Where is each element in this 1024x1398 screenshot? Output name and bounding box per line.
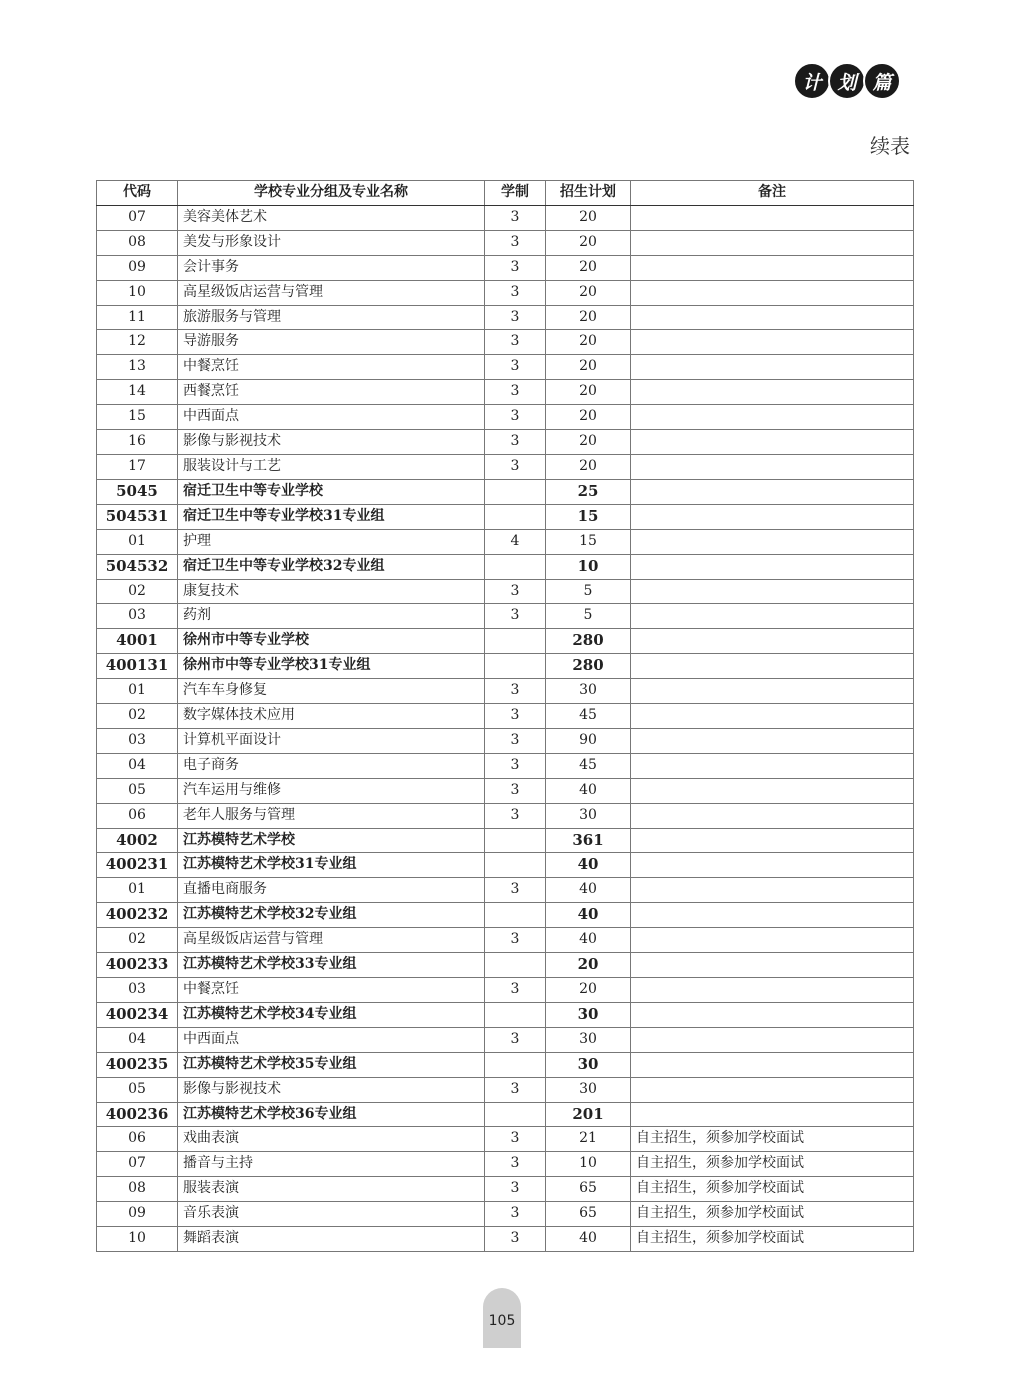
cell-name: 汽车运用与维修 [178,778,485,803]
cell-note [631,828,914,853]
cell-note [631,405,914,430]
cell-plan: 20 [546,355,631,380]
cell-name: 音乐表演 [178,1202,485,1227]
cell-plan: 65 [546,1177,631,1202]
cell-note [631,604,914,629]
cell-code: 14 [97,380,178,405]
cell-code: 06 [97,803,178,828]
cell-years: 3 [485,430,546,455]
cell-plan: 201 [546,1102,631,1127]
table-row [97,728,914,753]
cell-plan: 45 [546,704,631,729]
table-row [97,1227,914,1252]
cell-note [631,654,914,679]
table-row [97,330,914,355]
cell-code: 08 [97,230,178,255]
cell-note [631,479,914,504]
cell-note [631,753,914,778]
cell-name: 数字媒体技术应用 [178,704,485,729]
group-row [97,1052,914,1077]
cell-years [485,554,546,579]
cell-years [485,654,546,679]
cell-code: 08 [97,1177,178,1202]
cell-years: 3 [485,380,546,405]
cell-code: 01 [97,878,178,903]
cell-years: 3 [485,230,546,255]
cell-name: 美发与形象设计 [178,230,485,255]
cell-name: 高星级饭店运营与管理 [178,280,485,305]
table-row [97,529,914,554]
table-body [97,205,914,1251]
cell-code: 15 [97,405,178,430]
cell-name: 服装表演 [178,1177,485,1202]
group-row [97,903,914,928]
group-row [97,479,914,504]
cell-note [631,1002,914,1027]
cell-years: 3 [485,205,546,230]
cell-name: 旅游服务与管理 [178,305,485,330]
cell-note [631,853,914,878]
group-row [97,629,914,654]
cell-years: 3 [485,753,546,778]
cell-code: 03 [97,604,178,629]
cell-years: 3 [485,330,546,355]
cell-plan: 65 [546,1202,631,1227]
cell-note [631,778,914,803]
table-row [97,1127,914,1152]
cell-years: 3 [485,255,546,280]
cell-years: 3 [485,1152,546,1177]
group-row [97,1102,914,1127]
cell-years: 3 [485,679,546,704]
cell-years [485,1052,546,1077]
cell-note [631,728,914,753]
cell-plan: 10 [546,1152,631,1177]
logo-char-2: 划 [828,62,866,100]
cell-plan: 21 [546,1127,631,1152]
cell-name: 影像与影视技术 [178,430,485,455]
table-row [97,430,914,455]
cell-code: 17 [97,454,178,479]
cell-name: 江苏模特艺术学校35专业组 [178,1052,485,1077]
cell-plan: 30 [546,1027,631,1052]
col-header-plan: 招生计划 [546,181,631,206]
cell-note [631,978,914,1003]
cell-name: 戏曲表演 [178,1127,485,1152]
table-header-row [97,181,914,206]
cell-years [485,828,546,853]
cell-note [631,878,914,903]
group-row [97,654,914,679]
cell-note [631,554,914,579]
cell-plan: 30 [546,803,631,828]
cell-years: 3 [485,405,546,430]
cell-years [485,1102,546,1127]
cell-code: 5045 [97,479,178,504]
cell-years: 3 [485,878,546,903]
cell-years: 3 [485,1127,546,1152]
cell-code: 504531 [97,504,178,529]
cell-name: 影像与影视技术 [178,1077,485,1102]
cell-years [485,953,546,978]
cell-plan: 90 [546,728,631,753]
cell-plan: 20 [546,978,631,1003]
cell-years [485,903,546,928]
table-row [97,355,914,380]
cell-years: 4 [485,529,546,554]
cell-plan: 10 [546,554,631,579]
cell-code: 04 [97,753,178,778]
cell-plan: 20 [546,430,631,455]
cell-plan: 20 [546,454,631,479]
cell-note [631,280,914,305]
cell-note [631,529,914,554]
cell-name: 宿迁卫生中等专业学校31专业组 [178,504,485,529]
cell-code: 10 [97,1227,178,1252]
table-row [97,1077,914,1102]
cell-plan: 5 [546,604,631,629]
table-row [97,305,914,330]
table-row [97,604,914,629]
cell-code: 09 [97,1202,178,1227]
cell-code: 09 [97,255,178,280]
cell-years [485,1002,546,1027]
cell-code: 02 [97,579,178,604]
table-row [97,704,914,729]
cell-plan: 280 [546,654,631,679]
cell-note [631,579,914,604]
cell-years: 3 [485,728,546,753]
cell-years: 3 [485,1227,546,1252]
cell-code: 12 [97,330,178,355]
cell-code: 07 [97,205,178,230]
group-row [97,504,914,529]
cell-name: 汽车车身修复 [178,679,485,704]
cell-code: 05 [97,1077,178,1102]
cell-years: 3 [485,355,546,380]
cell-name: 中西面点 [178,1027,485,1052]
table-row [97,255,914,280]
cell-plan: 30 [546,1077,631,1102]
cell-plan: 40 [546,878,631,903]
cell-note [631,330,914,355]
cell-note [631,903,914,928]
cell-note: 自主招生，须参加学校面试 [631,1177,914,1202]
enrollment-plan-table [96,180,914,1252]
cell-note [631,803,914,828]
cell-years: 3 [485,579,546,604]
cell-years: 3 [485,803,546,828]
cell-note [631,679,914,704]
cell-plan: 40 [546,778,631,803]
cell-code: 400232 [97,903,178,928]
table-row [97,1177,914,1202]
logo-char-1: 计 [793,62,831,100]
cell-plan: 20 [546,953,631,978]
cell-code: 400231 [97,853,178,878]
cell-years: 3 [485,1177,546,1202]
section-logo [796,62,901,100]
cell-plan: 20 [546,280,631,305]
cell-note [631,953,914,978]
cell-code: 03 [97,978,178,1003]
cell-name: 西餐烹饪 [178,380,485,405]
col-header-name: 学校专业分组及专业名称 [178,181,485,206]
cell-plan: 20 [546,205,631,230]
cell-name: 导游服务 [178,330,485,355]
cell-name: 高星级饭店运营与管理 [178,928,485,953]
cell-name: 江苏模特艺术学校36专业组 [178,1102,485,1127]
table-row [97,280,914,305]
cell-code: 4001 [97,629,178,654]
cell-note [631,704,914,729]
cell-code: 05 [97,778,178,803]
cell-name: 中餐烹饪 [178,355,485,380]
cell-code: 4002 [97,828,178,853]
table-row [97,405,914,430]
cell-note [631,1102,914,1127]
cell-years: 3 [485,604,546,629]
table-row [97,380,914,405]
cell-plan: 40 [546,903,631,928]
group-row [97,1002,914,1027]
cell-note [631,430,914,455]
cell-note [631,205,914,230]
col-header-note: 备注 [631,181,914,206]
cell-name: 老年人服务与管理 [178,803,485,828]
table-row [97,679,914,704]
cell-note [631,504,914,529]
cell-name: 徐州市中等专业学校 [178,629,485,654]
table-row [97,803,914,828]
cell-plan: 15 [546,504,631,529]
cell-name: 计算机平面设计 [178,728,485,753]
cell-name: 会计事务 [178,255,485,280]
cell-code: 03 [97,728,178,753]
cell-plan: 20 [546,405,631,430]
cell-name: 服装设计与工艺 [178,454,485,479]
cell-code: 504532 [97,554,178,579]
cell-name: 舞蹈表演 [178,1227,485,1252]
cell-plan: 45 [546,753,631,778]
cell-years: 3 [485,978,546,1003]
cell-plan: 30 [546,1002,631,1027]
cell-years: 3 [485,1202,546,1227]
cell-code: 400234 [97,1002,178,1027]
cell-plan: 40 [546,1227,631,1252]
cell-note [631,255,914,280]
table-row [97,205,914,230]
cell-note [631,230,914,255]
cell-name: 江苏模特艺术学校34专业组 [178,1002,485,1027]
cell-code: 13 [97,355,178,380]
cell-code: 400236 [97,1102,178,1127]
cell-name: 江苏模特艺术学校31专业组 [178,853,485,878]
cell-years [485,504,546,529]
cell-name: 江苏模特艺术学校32专业组 [178,903,485,928]
cell-note [631,1077,914,1102]
cell-code: 400131 [97,654,178,679]
cell-plan: 30 [546,1052,631,1077]
cell-years: 3 [485,1027,546,1052]
cell-note [631,305,914,330]
cell-name: 江苏模特艺术学校33专业组 [178,953,485,978]
group-row [97,828,914,853]
continued-label: 续表 [870,134,910,158]
cell-name: 中西面点 [178,405,485,430]
table-row [97,978,914,1003]
cell-plan: 40 [546,853,631,878]
cell-name: 护理 [178,529,485,554]
cell-plan: 20 [546,230,631,255]
cell-code: 16 [97,430,178,455]
cell-note: 自主招生，须参加学校面试 [631,1227,914,1252]
cell-plan: 5 [546,579,631,604]
cell-note [631,380,914,405]
cell-name: 直播电商服务 [178,878,485,903]
table-row [97,878,914,903]
group-row [97,953,914,978]
cell-plan: 40 [546,928,631,953]
table-row [97,928,914,953]
cell-plan: 20 [546,330,631,355]
cell-note [631,928,914,953]
cell-name: 宿迁卫生中等专业学校32专业组 [178,554,485,579]
cell-note [631,629,914,654]
cell-plan: 20 [546,255,631,280]
group-row [97,554,914,579]
cell-name: 宿迁卫生中等专业学校 [178,479,485,504]
cell-note [631,355,914,380]
cell-years [485,629,546,654]
cell-years: 3 [485,305,546,330]
cell-note [631,1027,914,1052]
col-header-code: 代码 [97,181,178,206]
table-row [97,753,914,778]
cell-years [485,853,546,878]
cell-note: 自主招生，须参加学校面试 [631,1127,914,1152]
cell-years: 3 [485,454,546,479]
table-row [97,579,914,604]
cell-code: 04 [97,1027,178,1052]
cell-code: 11 [97,305,178,330]
cell-code: 01 [97,679,178,704]
cell-name: 徐州市中等专业学校31专业组 [178,654,485,679]
cell-code: 02 [97,704,178,729]
table-row [97,1202,914,1227]
cell-plan: 15 [546,529,631,554]
cell-plan: 361 [546,828,631,853]
table-row [97,1152,914,1177]
cell-name: 江苏模特艺术学校 [178,828,485,853]
cell-code: 01 [97,529,178,554]
cell-years: 3 [485,928,546,953]
cell-note [631,454,914,479]
table-row [97,778,914,803]
cell-plan: 20 [546,380,631,405]
cell-name: 康复技术 [178,579,485,604]
cell-name: 药剂 [178,604,485,629]
cell-code: 06 [97,1127,178,1152]
col-header-years: 学制 [485,181,546,206]
group-row [97,853,914,878]
cell-years [485,479,546,504]
cell-name: 电子商务 [178,753,485,778]
cell-name: 播音与主持 [178,1152,485,1177]
cell-note: 自主招生，须参加学校面试 [631,1202,914,1227]
cell-plan: 30 [546,679,631,704]
table-row [97,1027,914,1052]
cell-name: 中餐烹饪 [178,978,485,1003]
cell-code: 02 [97,928,178,953]
cell-years: 3 [485,778,546,803]
cell-code: 07 [97,1152,178,1177]
cell-note: 自主招生，须参加学校面试 [631,1152,914,1177]
table-row [97,454,914,479]
cell-years: 3 [485,704,546,729]
cell-code: 10 [97,280,178,305]
cell-code: 400235 [97,1052,178,1077]
cell-name: 美容美体艺术 [178,205,485,230]
cell-note [631,1052,914,1077]
cell-years: 3 [485,280,546,305]
page-number: 105 [483,1288,521,1348]
cell-plan: 280 [546,629,631,654]
table-row [97,230,914,255]
cell-years: 3 [485,1077,546,1102]
logo-char-3: 篇 [863,62,901,100]
cell-plan: 20 [546,305,631,330]
cell-code: 400233 [97,953,178,978]
cell-plan: 25 [546,479,631,504]
